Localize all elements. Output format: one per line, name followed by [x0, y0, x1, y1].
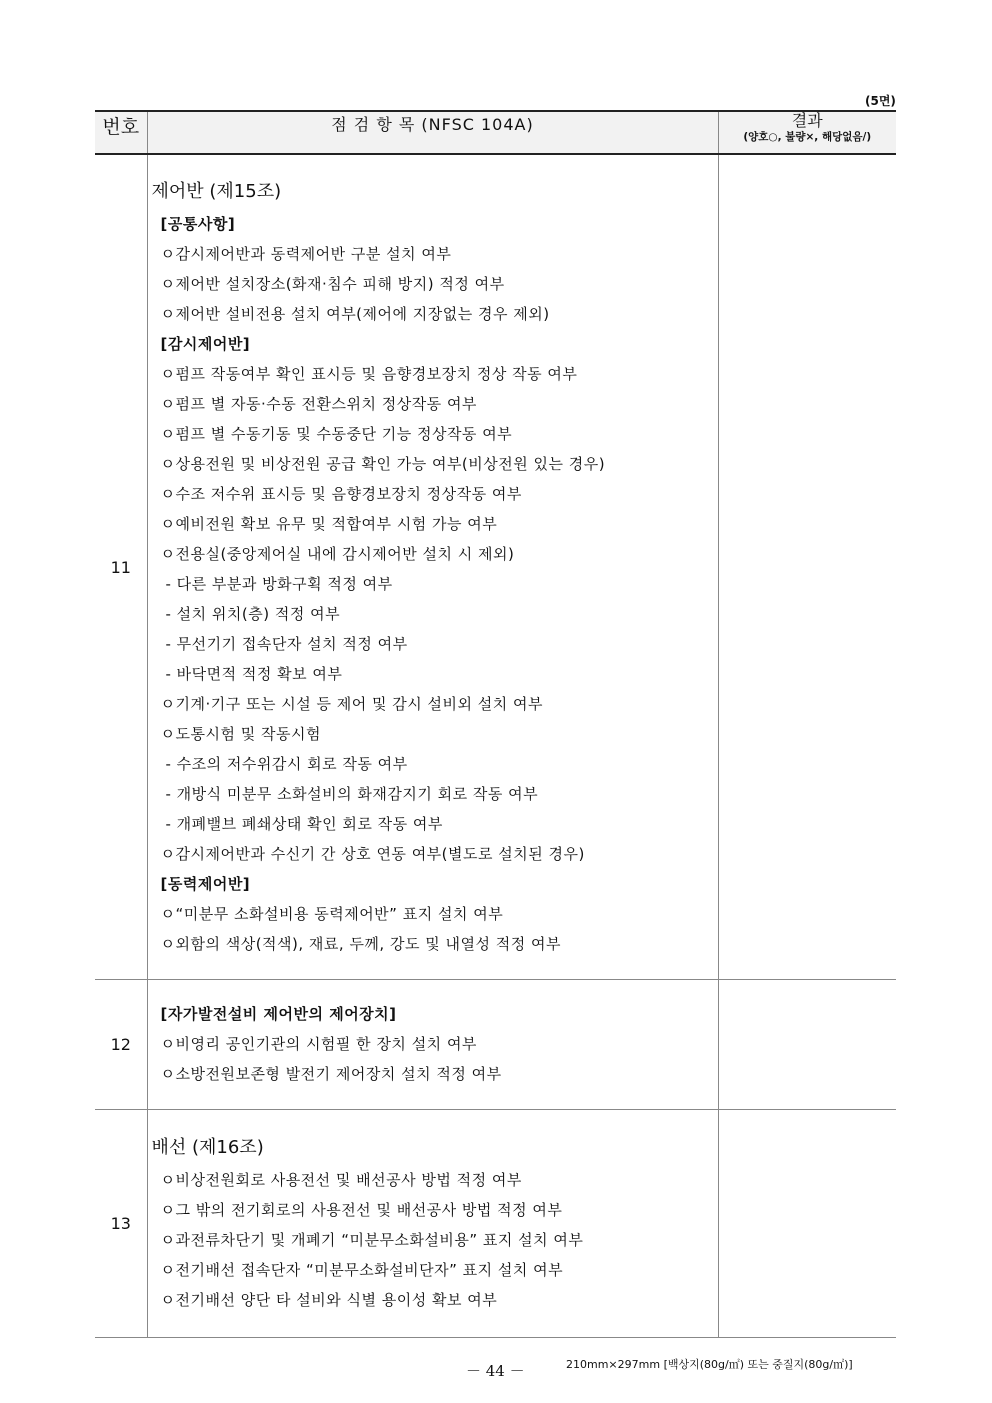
check-item: ㅇ제어반 설치장소(화재·침수 피해 방지) 적정 여부	[160, 275, 505, 293]
check-item: ㅇ예비전원 확보 유무 및 적합여부 시험 가능 여부	[160, 515, 498, 533]
inspection-table	[95, 110, 896, 1338]
check-item: ㅇ제어반 설비전용 설치 여부(제어에 지장없는 경우 제외)	[160, 305, 550, 323]
table-row-12	[95, 980, 896, 1110]
check-item: ㅇ도통시험 및 작동시험	[160, 725, 321, 743]
check-item: ㅇ외함의 색상(적색), 재료, 두께, 강도 및 내열성 적정 여부	[160, 935, 561, 953]
category-heading: [공통사항]	[160, 215, 236, 233]
sub-check-item: - 다른 부분과 방화구획 적정 여부	[165, 575, 393, 593]
check-item: ㅇ펌프 별 수동기동 및 수동중단 기능 정상작동 여부	[160, 425, 513, 443]
check-item: ㅇ과전류차단기 및 개폐기 “미분무소화설비용” 표지 설치 여부	[160, 1231, 584, 1249]
check-item: ㅇ소방전원보존형 발전기 제어장치 설치 적정 여부	[160, 1065, 502, 1083]
header-result	[718, 111, 896, 154]
sub-check-item: - 무선기기 접속단자 설치 적정 여부	[165, 635, 408, 653]
header-no: 번호	[95, 111, 147, 154]
table-row-13	[95, 1110, 896, 1338]
row-items	[147, 1110, 718, 1338]
category-heading: [자가발전설비 제어반의 제어장치]	[160, 1005, 397, 1023]
check-item: ㅇ감시제어반과 수신기 간 상호 연동 여부(별도로 설치된 경우)	[160, 845, 585, 863]
footer-paper-spec: 210mm×297mm [백상지(80g/㎡) 또는 중질지(80g/㎡)]	[566, 1358, 853, 1371]
sub-check-item: - 개폐밸브 폐쇄상태 확인 회로 작동 여부	[165, 815, 443, 833]
header-row	[95, 111, 896, 154]
check-item: ㅇ기계·기구 또는 시설 등 제어 및 감시 설비외 설치 여부	[160, 695, 543, 713]
check-item: ㅇ수조 저수위 표시등 및 음향경보장치 정상작동 여부	[160, 485, 522, 503]
section-title: 배선 (제16조)	[151, 1137, 264, 1158]
section-title: 제어반 (제15조)	[151, 181, 282, 202]
footer-page-number: － 44 －	[466, 1362, 525, 1380]
sub-check-item: - 수조의 저수위감시 회로 작동 여부	[165, 755, 408, 773]
row-number: 12	[95, 980, 147, 1110]
check-item: ㅇ펌프 별 자동·수동 전환스위치 정상작동 여부	[160, 395, 477, 413]
category-heading: [동력제어반]	[160, 875, 251, 893]
check-item: ㅇ전기배선 접속단자 “미분무소화설비단자” 표지 설치 여부	[160, 1261, 564, 1279]
sub-check-item: - 개방식 미분무 소화설비의 화재감지기 회로 작동 여부	[165, 785, 539, 803]
header-item: 점 검 항 목 (NFSC 104A)	[147, 111, 718, 154]
check-item: ㅇ전용실(중앙제어실 내에 감시제어반 설치 시 제외)	[160, 545, 515, 563]
page-label: (5면)	[865, 94, 896, 108]
result-cell[interactable]	[718, 980, 896, 1110]
check-item: ㅇ비상전원회로 사용전선 및 배선공사 방법 적정 여부	[160, 1171, 522, 1189]
sub-check-item: - 설치 위치(층) 적정 여부	[165, 605, 341, 623]
row-items	[147, 154, 718, 980]
result-cell[interactable]	[718, 1110, 896, 1338]
check-item: ㅇ“미분무 소화설비용 동력제어반” 표지 설치 여부	[160, 905, 504, 923]
check-item: ㅇ그 밖의 전기회로의 사용전선 및 배선공사 방법 적정 여부	[160, 1201, 563, 1219]
check-item: ㅇ비영리 공인기관의 시험필 한 장치 설치 여부	[160, 1035, 477, 1053]
check-item: ㅇ상용전원 및 비상전원 공급 확인 가능 여부(비상전원 있는 경우)	[160, 455, 606, 473]
check-item: ㅇ펌프 작동여부 확인 표시등 및 음향경보장치 정상 작동 여부	[160, 365, 578, 383]
table-row-11	[95, 154, 896, 980]
header-result-title: 결과	[791, 111, 823, 130]
row-items	[147, 980, 718, 1110]
category-heading: [감시제어반]	[160, 335, 251, 353]
sub-check-item: - 바닥면적 적정 확보 여부	[165, 665, 343, 683]
check-item: ㅇ전기배선 양단 타 설비와 식별 용이성 확보 여부	[160, 1291, 498, 1309]
result-cell[interactable]	[718, 154, 896, 980]
check-item: ㅇ감시제어반과 동력제어반 구분 설치 여부	[160, 245, 452, 263]
row-number: 11	[95, 154, 147, 980]
header-result-legend: (양호○, 불량×, 해당없음/)	[743, 131, 872, 143]
row-number: 13	[95, 1110, 147, 1338]
